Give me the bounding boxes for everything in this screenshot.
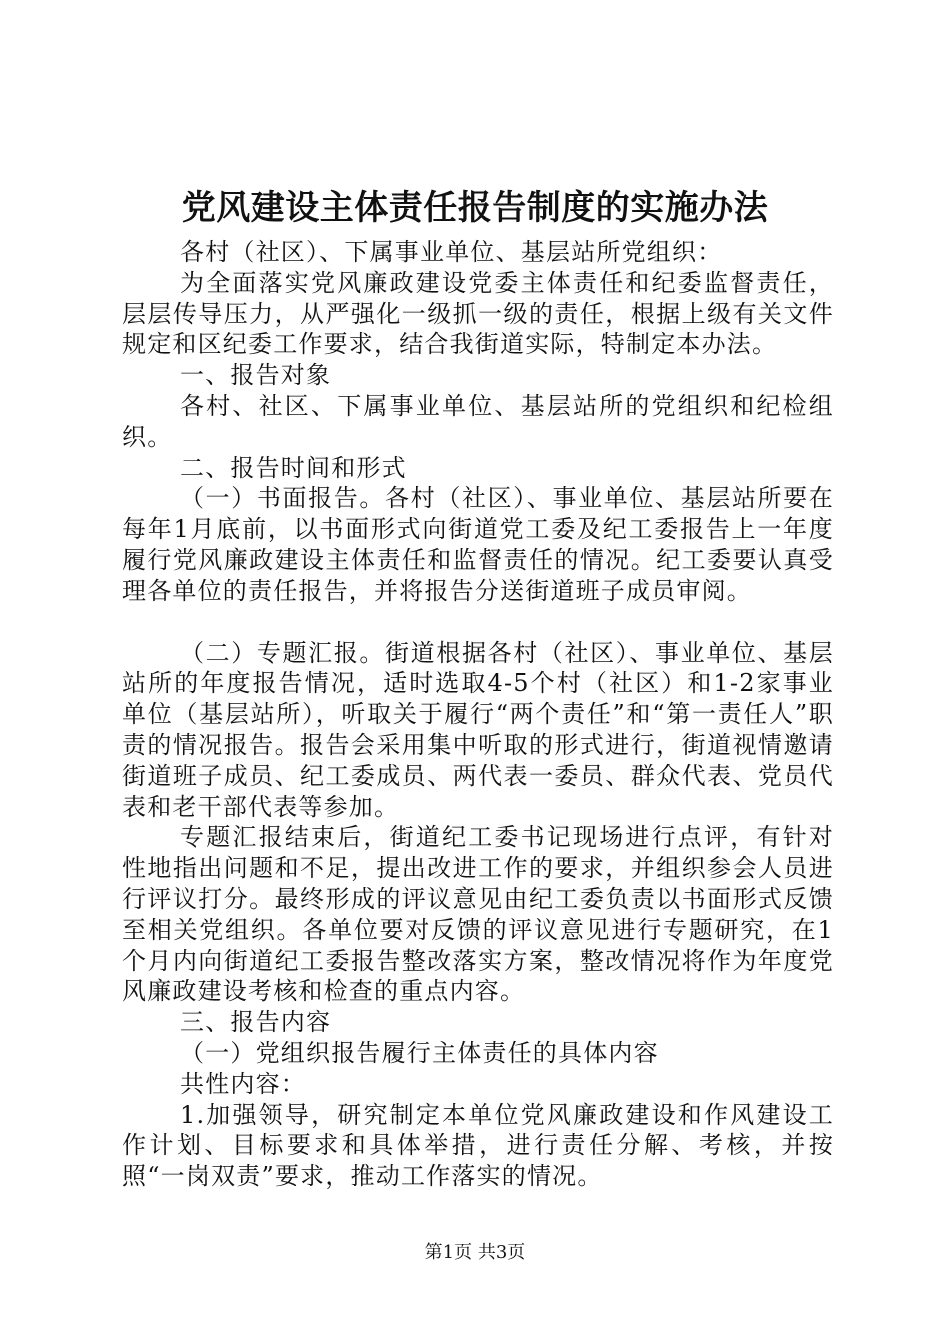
document-body [122, 237, 834, 1192]
paragraph-special-report: （二）专题汇报。街道根据各村（社区）、事业单位、基层站所的年度报告情况，适时选取4-5个村（社区）和1-2家事业单位（基层站所），听取关于履行“两个责任”和“第一责任人”职责的情况报告。报告会采用集中听取的形式进行，街道视情邀请街道班子成员、纪工委成员、两代表一委员、群众代表、党员代表和老干部代表等参加。 [122, 638, 834, 821]
paragraph-salutation: 各村（社区）、下属事业单位、基层站所党组织： [180, 238, 723, 266]
document-title: 党风建设主体责任报告制度的实施办法 [181, 188, 769, 228]
paragraph-report-target: 各村、社区、下属事业单位、基层站所的党组织和纪检组织。 [122, 391, 834, 451]
paragraph-spacer [122, 607, 834, 638]
subsection-heading-party-duty: （一）党组织报告履行主体责任的具体内容 [180, 1038, 659, 1067]
page-footer: 第1页 共3页 [424, 1242, 526, 1263]
label-common-content: 共性内容： [180, 1069, 306, 1098]
paragraph-purpose: 为全面落实党风廉政建设党委主体责任和纪委监督责任，层层传导压力，从严强化一级抓一级的责任，根据上级有关文件规定和区纪委工作要求，结合我街道实际，特制定本办法。 [122, 268, 834, 359]
section-heading-report-content: 三、报告内容 [180, 1008, 332, 1037]
section-heading-time-form: 二、报告时间和形式 [180, 453, 407, 482]
paragraph-written-report: （一）书面报告。各村（社区）、事业单位、基层站所要在每年1月底前，以书面形式向街道党工委及纪工委报告上一年度履行党风廉政建设主体责任和监督责任的情况。纪工委要认真受理各单位的责任报告，并将报告分送街道班子成员审阅。 [122, 484, 834, 605]
list-item-leadership: 1.加强领导，研究制定本单位党风廉政建设和作风建设工作计划、目标要求和具体举措，进行责任分解、考核，并按照“一岗双责”要求，推动工作落实的情况。 [122, 1100, 834, 1191]
paragraph-review-feedback: 专题汇报结束后，街道纪工委书记现场进行点评，有针对性地指出问题和不足，提出改进工作的要求，并组织参会人员进行评议打分。最终形成的评议意见由纪工委负责以书面形式反馈至相关党组织。各单位要对反馈的评议意见进行专题研究，在1个月内向街道纪工委报告整改落实方案，整改情况将作为年度党风廉政建设考核和检查的重点内容。 [122, 823, 834, 1006]
section-heading-report-target: 一、报告对象 [180, 361, 332, 390]
